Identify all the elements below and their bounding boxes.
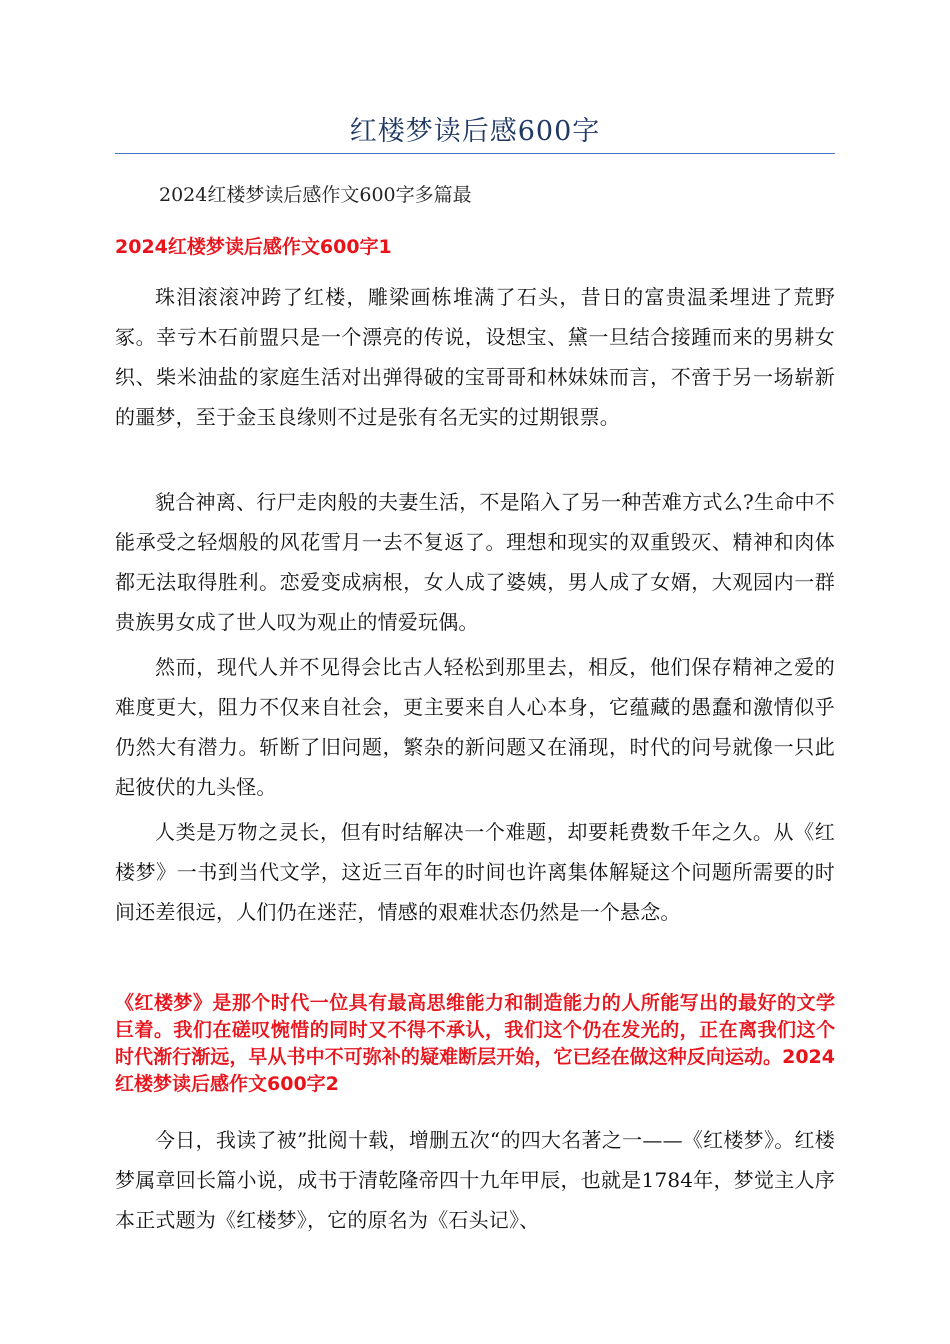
section-heading-1: 2024红楼梦读后感作文600字1 bbox=[115, 236, 392, 258]
paragraph-4: 人类是万物之灵长，但有时结解决一个难题，却要耗费数千年之久。从《红楼梦》一书到当代文学，这近三百年的时间也许离集体解疑这个问题所需要的时间还差很远，人们仍在迷茫，情感的艰难状态仍然是一个悬念。 bbox=[115, 820, 835, 924]
document-title: 红楼梦读后感600字 bbox=[349, 116, 601, 147]
paragraph-1: 珠泪滚滚冲跨了红楼，雕梁画栋堆满了石头，昔日的富贵温柔埋进了荒野冢。幸亏木石前盟只是一个漂亮的传说，设想宝、黛一旦结合接踵而来的男耕女织、柴米油盐的家庭生活对出弹得破的宝哥哥和林妹妹而言，不啻于另一场崭新的噩梦，至于金玉良缘则不过是张有名无实的过期银票。 bbox=[115, 285, 835, 429]
paragraph-2: 貌合神离、行尸走肉般的夫妻生活，不是陷入了另一种苦难方式么?生命中不能承受之轻烟般的风花雪月一去不复返了。理想和现实的双重毁灭、精神和肉体都无法取得胜利。恋爱变成病根，女人成了婆姨，男人成了女婿，大观园内一群贵族男女成了世人叹为观止的情爱玩偶。 bbox=[115, 490, 835, 634]
paragraph-3: 然而，现代人并不见得会比古人轻松到那里去，相反，他们保存精神之爱的难度更大，阻力不仅来自社会，更主要来自人心本身，它蕴藏的愚蠢和激情似乎仍然大有潜力。斩断了旧问题，繁杂的新问题又在涌现，时代的问号就像一只此起彼伏的九头怪。 bbox=[115, 655, 835, 799]
title-divider bbox=[115, 153, 835, 154]
paragraph-5: 今日，我读了被”批阅十载，增删五次“的四大名著之一——《红楼梦》。红楼梦属章回长篇小说，成书于清乾隆帝四十九年甲辰，也就是1784年，梦觉主人序本正式题为《红楼梦》，它的原名为《石头记》、 bbox=[115, 1128, 835, 1232]
document-subtitle: 2024红楼梦读后感作文600字多篇最 bbox=[159, 184, 472, 206]
highlighted-conclusion: 《红楼梦》是那个时代一位具有最高思维能力和制造能力的人所能写出的最好的文学巨着。我们在磋叹惋惜的同时又不得不承认，我们这个仍在发光的，正在离我们这个时代渐行渐远，早从书中不可弥补的疑难断层开始，它已经在做这种反向运动。2024红楼梦读后感作文600字2 bbox=[115, 992, 835, 1095]
